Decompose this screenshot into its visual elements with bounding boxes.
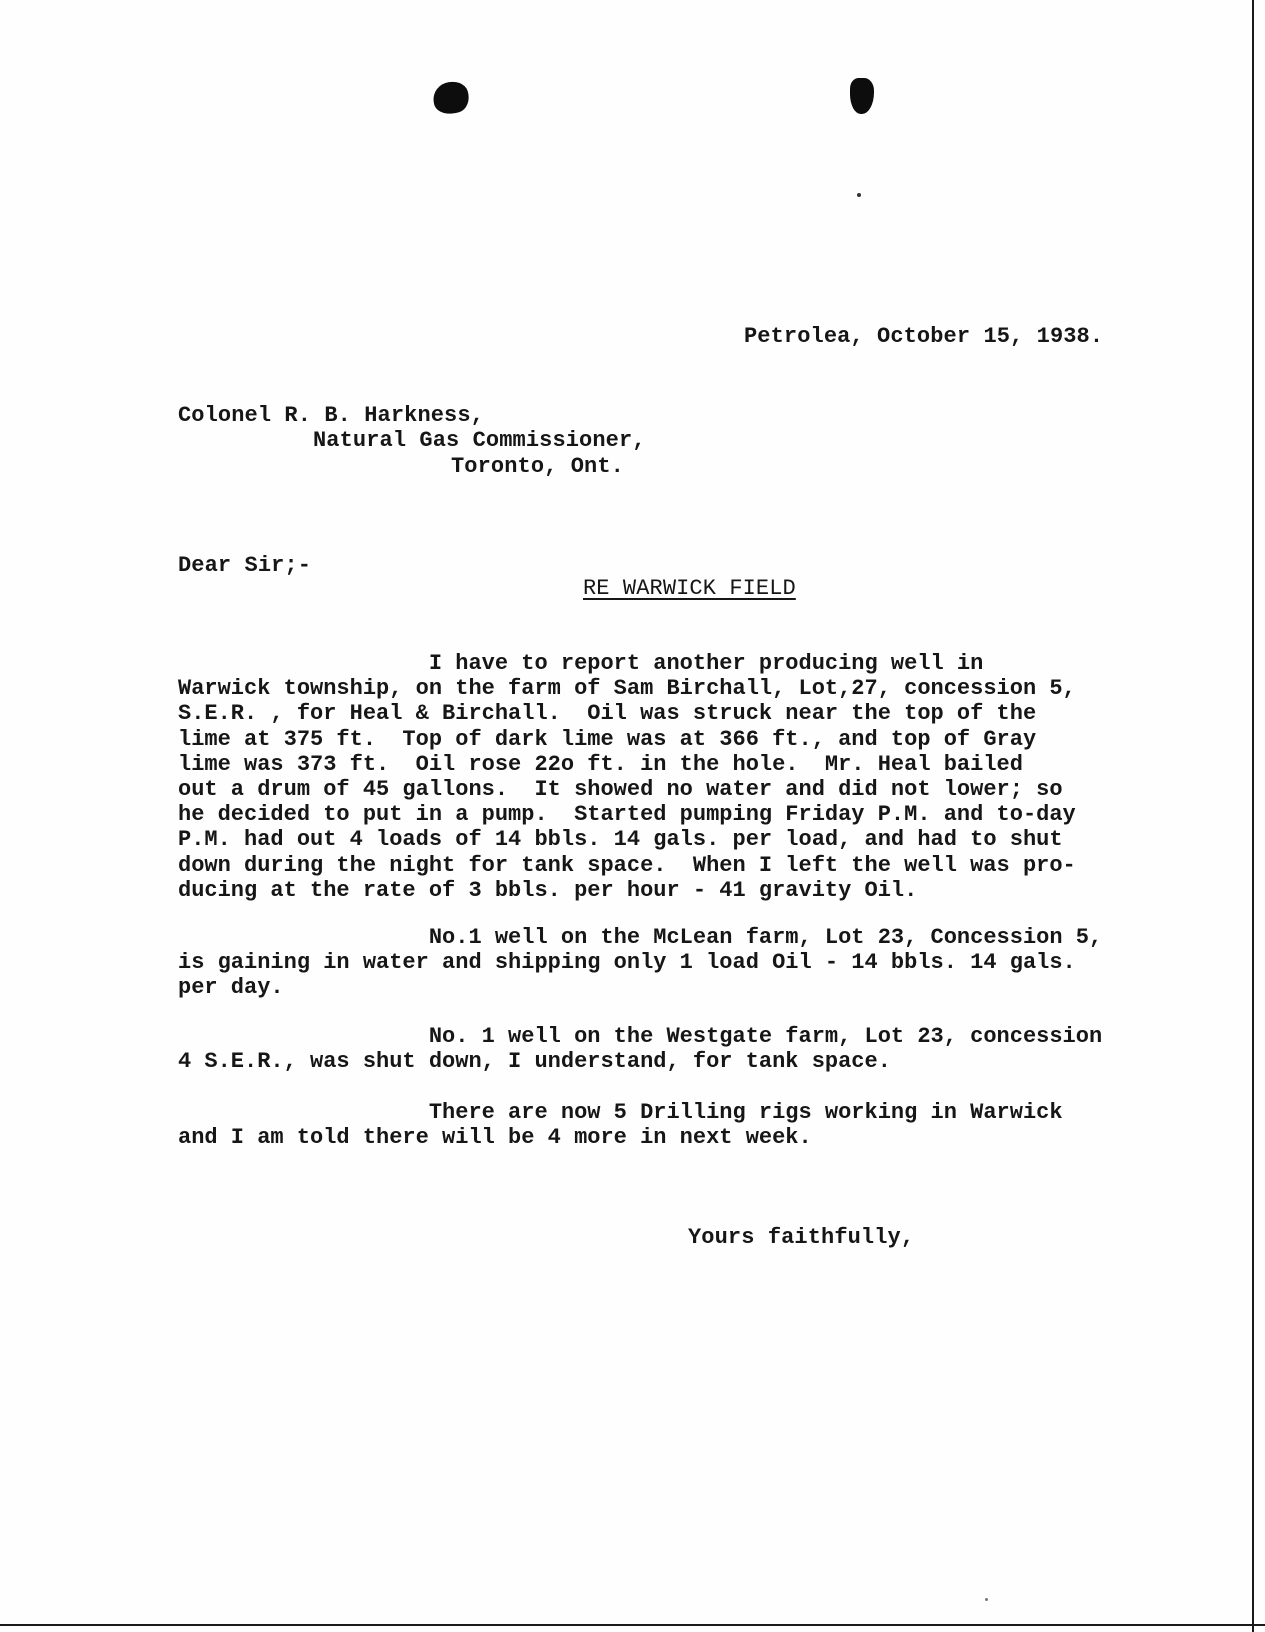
body-paragraph: No. 1 well on the Westgate farm, Lot 23, concession 4 S.E.R., was shut down, I understand, for tank space.	[178, 1024, 1103, 1075]
page-edge-bottom	[0, 1624, 1265, 1626]
punch-hole-right	[850, 78, 874, 114]
subject-line: RE WARWICK FIELD	[583, 576, 796, 601]
closing: Yours faithfully,	[688, 1225, 915, 1250]
recipient-location: Toronto, Ont.	[451, 454, 624, 479]
punch-hole-left	[429, 77, 473, 119]
paper-speck	[857, 193, 861, 197]
recipient-title: Natural Gas Commissioner,	[313, 428, 646, 453]
recipient-name: Colonel R. B. Harkness,	[178, 403, 484, 428]
body-paragraph: I have to report another producing well in Warwick township, on the farm of Sam Birchall, Lot,27, concession 5, S.E.R. , for Heal & Birchall. Oil was struck near the top of the lime at 375 ft. Top of dark lime was at 366 ft., and top of Gray lime was 373 ft. Oil rose 22o ft. in the hole. Mr. Heal bailed out a drum of 45 gallons. It showed no water and did not lower; so he decided to put in a pump. Started pumping Friday P.M. and to-day P.M. had out 4 loads of 14 bbls. 14 gals. per load, and had to shut down during the night for tank space. When I left the well was pro- ducing at the rate of 3 bbls. per hour - 41 gravity Oil.	[178, 651, 1076, 903]
letter-date: Petrolea, October 15, 1938.	[744, 324, 1104, 349]
paper-speck	[985, 1598, 988, 1601]
page-edge-right	[1252, 0, 1254, 1632]
body-paragraph: There are now 5 Drilling rigs working in Warwick and I am told there will be 4 more in next week.	[178, 1100, 1063, 1151]
salutation: Dear Sir;-	[178, 553, 312, 578]
body-paragraph: No.1 well on the McLean farm, Lot 23, Concession 5, is gaining in water and shipping only 1 load Oil - 14 bbls. 14 gals. per day.	[178, 925, 1103, 1001]
